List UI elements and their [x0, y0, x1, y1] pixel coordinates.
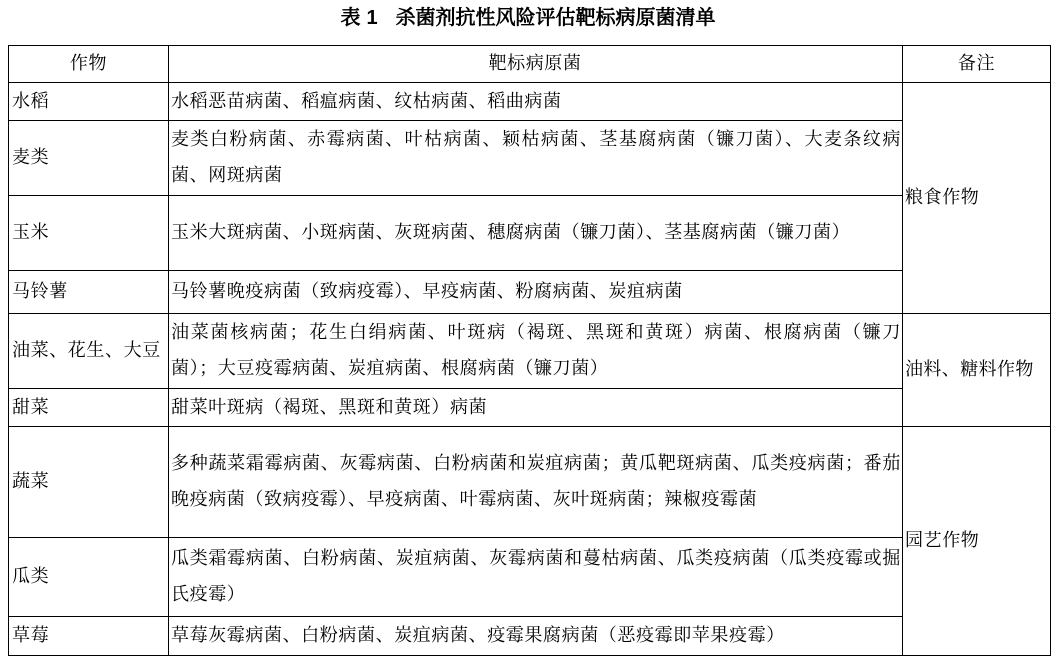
- table-row-crop: 草莓: [12, 625, 50, 646]
- table-row-crop: 蔬菜: [12, 471, 50, 492]
- table-title: [0, 2, 1056, 32]
- table-row-pathogens: 玉米大斑病菌、小斑病菌、灰斑病菌、穗腐病菌（镰刀菌）、茎基腐病菌（镰刀菌）: [171, 222, 851, 243]
- table-row-crop: 甜菜: [12, 396, 50, 418]
- table-row-pathogens: 多种蔬菜霜霉病菌、灰霉病菌、白粉病菌和炭疽病菌；黄瓜靶斑病菌、瓜类疫病菌；番茄晚疫病菌（致病疫霉）、早疫病菌、叶霉病菌、灰叶斑病菌；辣椒疫霉菌: [171, 453, 901, 510]
- grid-line: [8, 82, 1051, 83]
- header-pathogens: 靶标病原菌: [488, 53, 582, 74]
- table-title-text: 杀菌剂抗性风险评估靶标病原菌清单: [395, 5, 716, 29]
- table-row-pathogens: 油菜菌核病菌；花生白绢病菌、叶斑病（褐斑、黑斑和黄斑）病菌、根腐病菌（镰刀菌）；大豆疫霉病菌、炭疽病菌、根腐病菌（镰刀菌）: [171, 322, 901, 379]
- grid-line: [8, 195, 902, 196]
- grid-line: [1050, 45, 1051, 656]
- table-title-label: 表: [340, 5, 361, 29]
- table-row-crop: 水稻: [12, 90, 50, 112]
- note-horticultural-crops: 园艺作物: [905, 530, 980, 551]
- table-row-pathogens: 甜菜叶斑病（褐斑、黑斑和黄斑）病菌: [171, 396, 488, 418]
- grid-line: [902, 45, 903, 656]
- grid-line: [8, 426, 1051, 427]
- table-row-pathogens: 水稻恶苗病菌、稻瘟病菌、纹枯病菌、稻曲病菌: [171, 90, 562, 112]
- table-title-number: 1: [366, 7, 378, 29]
- table-row-pathogens: 马铃薯晚疫病菌（致病疫霉）、早疫病菌、粉腐病菌、炭疽病菌: [171, 281, 683, 302]
- table-row-crop: 瓜类: [12, 566, 50, 587]
- grid-line: [8, 270, 902, 271]
- grid-line: [8, 655, 1051, 656]
- grid-line: [168, 45, 169, 656]
- table-row-crop: 马铃薯: [12, 281, 68, 302]
- table-row-pathogens: 草莓灰霉病菌、白粉病菌、炭疽病菌、疫霉果腐病菌（恶疫霉即苹果疫霉）: [171, 625, 785, 646]
- grid-line: [8, 120, 902, 121]
- grid-line: [8, 45, 1051, 46]
- grid-line: [8, 616, 902, 617]
- note-oil-sugar-crops: 油料、糖料作物: [905, 359, 1034, 380]
- header-notes: 备注: [957, 53, 996, 74]
- grid-line: [8, 313, 1051, 314]
- table-row-pathogens: 瓜类霜霉病菌、白粉病菌、炭疽病菌、灰霉病菌和蔓枯病菌、瓜类疫病菌（瓜类疫霉或掘氏疫霉）: [171, 548, 901, 605]
- header-crop: 作物: [69, 53, 108, 74]
- table-row-pathogens: 麦类白粉病菌、赤霉病菌、叶枯病菌、颖枯病菌、茎基腐病菌（镰刀菌）、大麦条纹病菌、网斑病菌: [171, 129, 901, 186]
- note-grain-crops: 粮食作物: [905, 187, 980, 208]
- table-row-crop: 玉米: [12, 222, 50, 243]
- table-row-crop: 麦类: [12, 147, 50, 168]
- table-row-crop: 油菜、花生、大豆: [12, 340, 161, 361]
- grid-line: [8, 388, 902, 389]
- grid-line: [8, 45, 9, 656]
- grid-line: [8, 537, 902, 538]
